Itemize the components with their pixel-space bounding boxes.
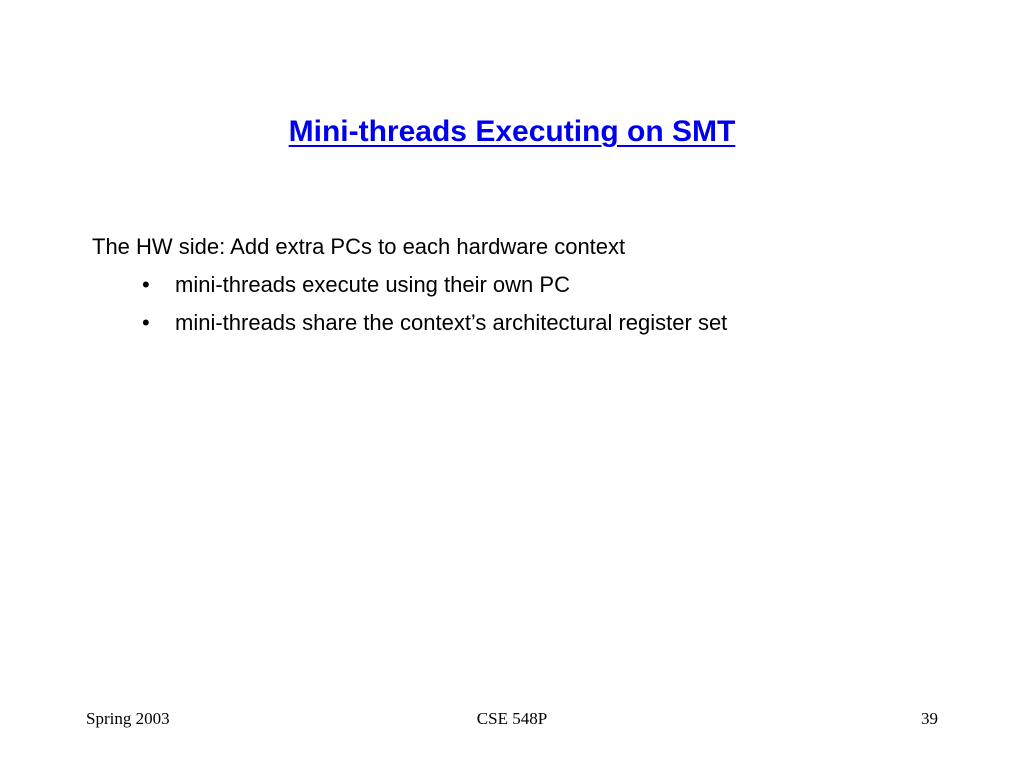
lead-text: The HW side: Add extra PCs to each hardware context	[92, 234, 626, 259]
bullet-icon: •	[142, 310, 150, 335]
bullet-item	[92, 306, 972, 340]
footer-date: Spring 2003	[86, 709, 170, 728]
bullet-text: mini-threads execute using their own PC	[175, 272, 570, 297]
bullet-item	[92, 268, 972, 302]
slide-title: Mini-threads Executing on SMT	[288, 115, 736, 148]
footer-course: CSE 548P	[476, 709, 548, 728]
bullet-text: mini-threads share the context’s architectural register set	[175, 310, 728, 335]
footer-page-number: 39	[921, 709, 938, 728]
slide-body	[92, 230, 972, 344]
bullet-icon: •	[142, 272, 150, 297]
bullet-list	[92, 268, 972, 340]
